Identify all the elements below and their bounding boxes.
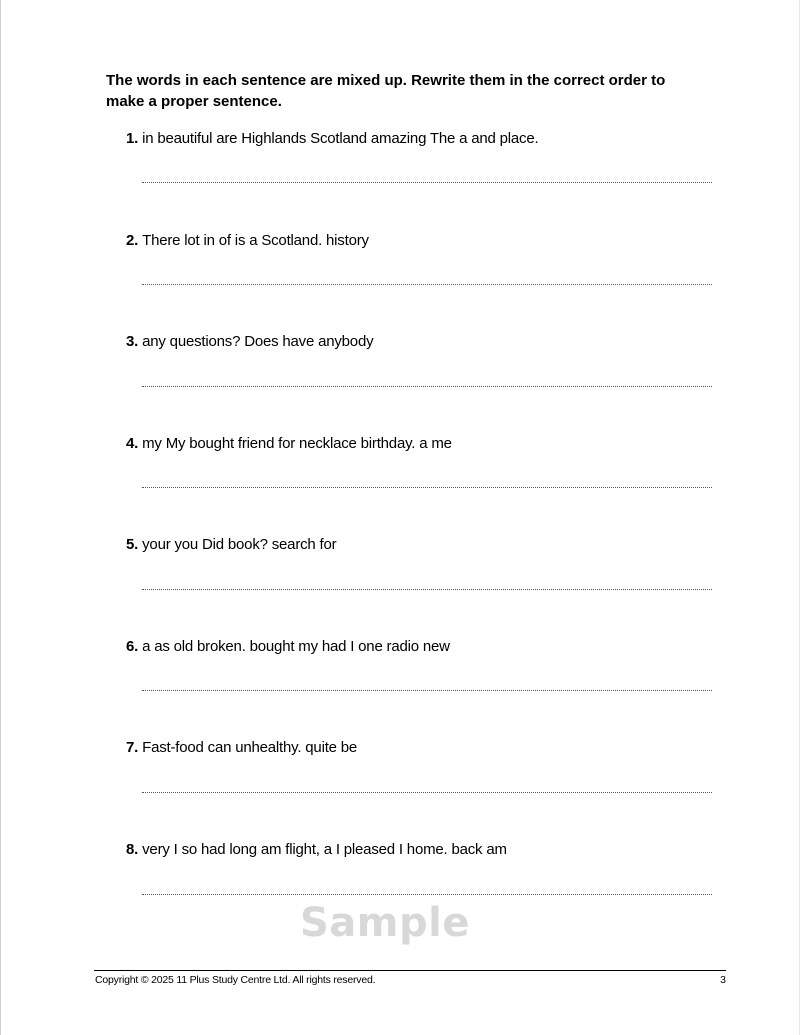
- question-text: [126, 536, 336, 554]
- answer-line[interactable]: [142, 589, 712, 590]
- question-text: [126, 130, 538, 148]
- answer-line[interactable]: [142, 386, 712, 387]
- question-text: [126, 232, 369, 250]
- question-words: a as old broken. bought my had I one radio new: [142, 638, 450, 655]
- answer-line[interactable]: [142, 182, 712, 183]
- footer-divider: [94, 970, 726, 971]
- question-text: [126, 841, 507, 859]
- question-words: your you Did book? search for: [142, 536, 337, 553]
- question-words: There lot in of is a Scotland. history: [142, 232, 369, 249]
- question-words: very I so had long am flight, a I pleased I home. back am: [142, 841, 507, 858]
- footer-copyright: Copyright © 2025 11 Plus Study Centre Ltd. All rights reserved.: [95, 974, 376, 986]
- question-number: 7.: [126, 739, 139, 756]
- answer-line[interactable]: [142, 894, 712, 895]
- question-number: 6.: [126, 638, 139, 655]
- question-number: 4.: [126, 435, 139, 452]
- answer-line[interactable]: [142, 792, 712, 793]
- question-number: 2.: [126, 232, 139, 249]
- answer-line[interactable]: [142, 487, 712, 488]
- question-text: [126, 739, 357, 757]
- question-text: [126, 333, 373, 351]
- question-number: 1.: [126, 130, 139, 147]
- question-words: in beautiful are Highlands Scotland amazing The a and place.: [142, 130, 539, 147]
- instructions-heading: The words in each sentence are mixed up. Rewrite them in the correct order to make a proper sentence.: [106, 72, 666, 110]
- answer-line[interactable]: [142, 284, 712, 285]
- question-number: 5.: [126, 536, 139, 553]
- question-text: [126, 638, 450, 656]
- sample-watermark: Sample: [300, 900, 470, 946]
- question-number: 3.: [126, 333, 139, 350]
- page-number: 3: [720, 974, 726, 986]
- question-words: my My bought friend for necklace birthday. a me: [142, 435, 452, 452]
- question-number: 8.: [126, 841, 139, 858]
- question-words: Fast-food can unhealthy. quite be: [142, 739, 358, 756]
- answer-line[interactable]: [142, 690, 712, 691]
- question-text: [126, 435, 452, 453]
- page-left-edge: [0, 0, 1, 1035]
- question-words: any questions? Does have anybody: [142, 333, 374, 350]
